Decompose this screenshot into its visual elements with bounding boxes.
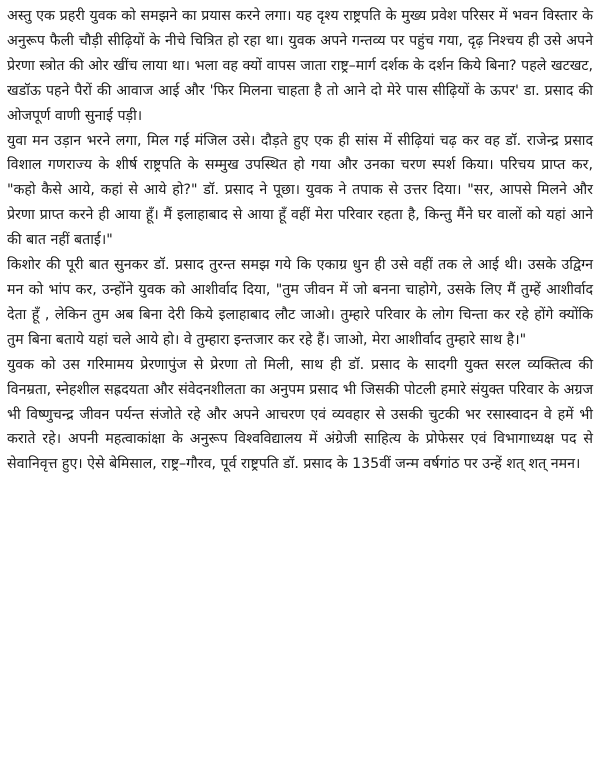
paragraph-2: युवा मन उड़ान भरने लगा, मिल गई मंजिल उसे। दौड़ते हुए एक ही सांस में सीढ़ियां चढ़ कर वह डॉ. राजेन्द्र प्रसाद विशाल गणराज्य के शीर्ष राष्ट्रपति के सम्मुख उपस्थित हो गया और उनका चरण स्पर्श किया। परिचय प्राप्त कर, "कहो कैसे आये, कहां से आये हो?" डॉ. प्रसाद ने पूछा। युवक ने तपाक से उत्तर दिया। "सर, आपसे मिलने और प्रेरणा प्राप्त करने ही आया हूँ। मैं इलाहाबाद से आया हूँ वहीं मेरा परिवार रहता है, किन्तु मैंने घर वालों को यहां आने की बात नहीं बताई।": [7, 132, 593, 249]
paragraph-1: अस्तु एक प्रहरी युवक को समझने का प्रयास करने लगा। यह दृश्य राष्ट्रपति के मुख्य प्रवेश परिसर में भवन विस्तार के अनुरूप फैली चौड़ी सीढ़ियों के नीचे चित्रित हो रहा था। युवक अपने गन्तव्य पर पहुंच गया, दृढ़ निश्चय ही उसे अपने प्रेरणा स्त्रोत की ओर खींच लाया था। भला वह क्यों वापस जाता राष्ट्र–मार्ग दर्शक के दर्शन किये बिना? पहले खटखट, खडॉऊ पहने पैरों की आवाज आई और 'फिर मिलना चाहता है तो आने दो मेरे पास सीढ़ियों के ऊपर' डा. प्रसाद की ओजपूर्ण वाणी सुनाई पड़ी।: [7, 8, 593, 124]
paragraph-3: किशोर की पूरी बात सुनकर डॉ. प्रसाद तुरन्त समझ गये कि एकाग्र धुन ही उसे वहीं तक ले आई थी। उसके उद्विग्न मन को भांप कर, उन्होंने युवक को आशीर्वाद दिया, "तुम जीवन में जो बनना चाहोगे, उसके लिए मैं तुम्हें आशीर्वाद देता हूँ , लेकिन तुम अब बिना देरी किये इलाहाबाद लौट जाओ। तुम्हारे परिवार के लोग चिन्ता कर रहे होंगे क्योंकि तुम बिना बताये यहां चले आये हो। वे तुम्हारा इन्तजार कर रहे हैं। जाओ, मेरा आशीर्वाद तुम्हारे साथ है।": [7, 257, 593, 348]
document-page: [7, 4, 593, 477]
paragraph-4: युवक को उस गरिमामय प्रेरणापुंज से प्रेरणा तो मिली, साथ ही डॉ. प्रसाद के सादगी युक्त सरल व्यक्तित्व की विनम्रता, स्नेहशील सह्रदयता और संवेदनशीलता का अनुपम प्रसाद भी जिसकी पोटली हमारे संयुक्त परिवार के अग्रज भी विष्णुचन्द्र जीवन पर्यन्त संजोते रहे और अपने आचरण एवं व्यवहार से उसकी चुटकी भर रसास्वादन वे हमें भी कराते रहे। अपनी महत्वाकांक्षा के अनुरूप विश्वविद्यालय में अंग्रेजी साहित्य के प्रोफेसर एवं विभागाध्यक्ष पद से सेवानिवृत्त हुए। ऐसे बेमिसाल, राष्ट्र–गौरव, पूर्व राष्ट्रपति डॉ. प्रसाद के 135वीं जन्म वर्षगांठ पर उन्हें शत् शत् नमन।: [7, 356, 593, 473]
